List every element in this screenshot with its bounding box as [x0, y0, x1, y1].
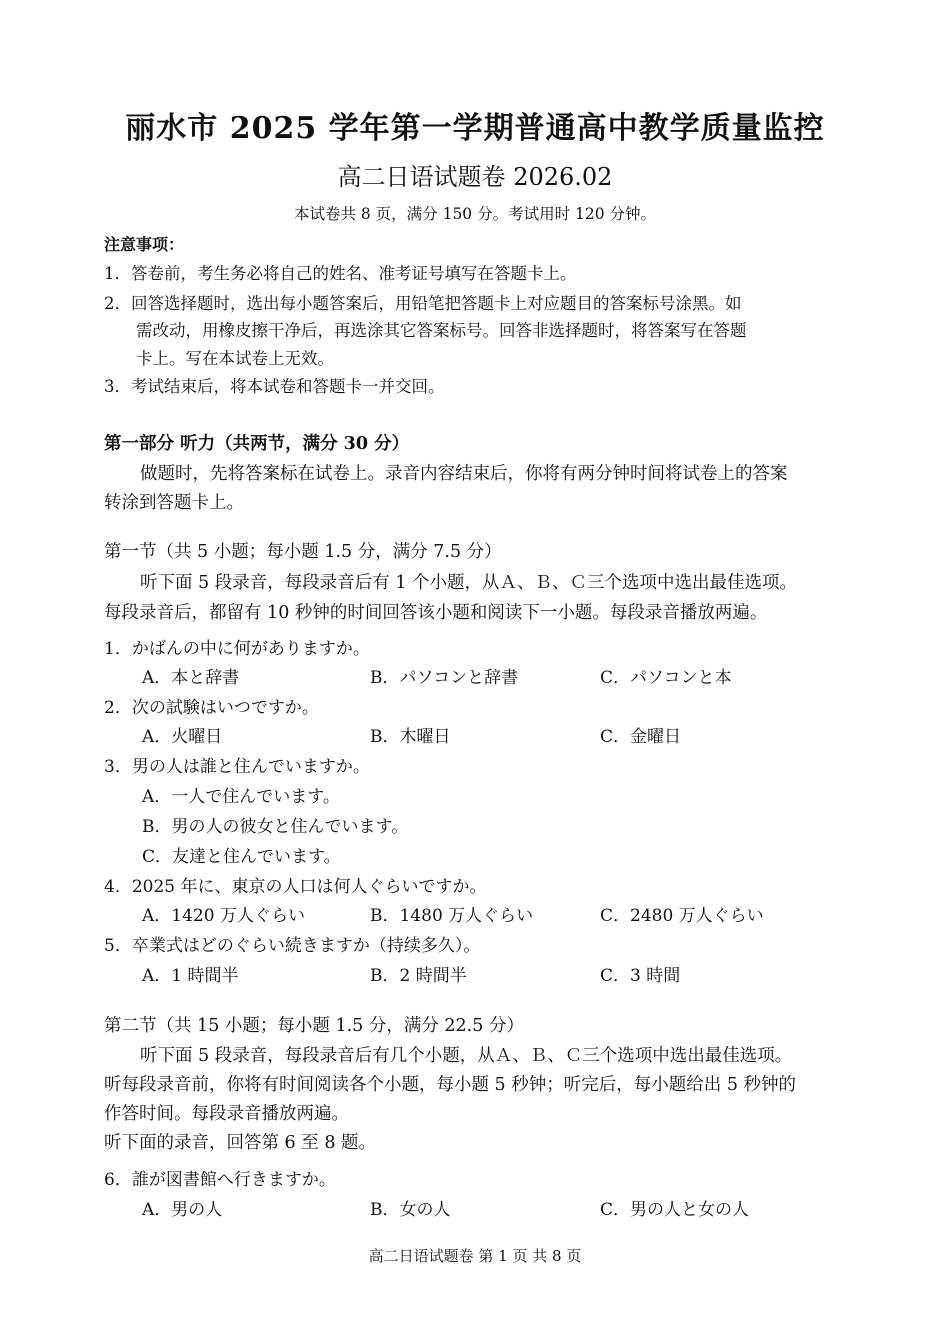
option-b: B．パソコンと辞書	[370, 668, 519, 688]
option-b: B．1480 万人ぐらい	[370, 906, 534, 926]
option-c: C．2480 万人ぐらい	[600, 906, 764, 926]
exam-subtitle: 高二日语试题卷 2026.02	[337, 163, 613, 191]
section1-intro-line: 听下面 5 段录音，每段录音后有 1 个小题，从Ａ、Ｂ、Ｃ三个选项中选出最佳选项。	[140, 573, 798, 593]
question-stem: 4．2025 年に、東京の人口は何人ぐらいですか。	[104, 877, 487, 897]
note-item: 2．回答选择题时，选出每小题答案后，用铅笔把答题卡上对应题目的答案标号涂黑。如	[104, 294, 742, 313]
option-b: B．木曜日	[370, 727, 451, 747]
option-c: C．金曜日	[600, 727, 682, 747]
question-stem: 1．かばんの中に何がありますか。	[104, 639, 370, 659]
question-stem: 5．卒業式はどのぐらい続きますか（持续多久）。	[104, 936, 481, 956]
section2-intro-line: 听下面 5 段录音，每段录音后有几个小题，从Ａ、Ｂ、Ｃ三个选项中选出最佳选项。	[140, 1046, 793, 1066]
note-item: 3．考试结束后，将本试卷和答题卡一并交回。	[104, 377, 445, 396]
option-b: B．男の人の彼女と住んでいます。	[142, 817, 409, 837]
exam-info: 本试卷共 8 页，满分 150 分。考试用时 120 分钟。	[293, 205, 657, 223]
option-b: B．2 時間半	[370, 966, 467, 986]
note-item: 卡上。写在本试卷上无效。	[136, 349, 334, 368]
option-c: C．男の人と女の人	[600, 1200, 750, 1220]
option-a: A．男の人	[142, 1200, 223, 1220]
option-a: A．本と辞書	[142, 668, 240, 688]
section2-instruction: 听下面的录音，回答第 6 至 8 题。	[104, 1133, 377, 1153]
option-a: A．一人で住んでいます。	[142, 787, 340, 807]
note-item: 1．答卷前，考生务必将自己的姓名、准考证号填写在答题卡上。	[104, 264, 577, 283]
section2-heading: 第二节（共 15 小题；每小题 1.5 分，满分 22.5 分）	[104, 1016, 524, 1036]
option-a: A．1 時間半	[142, 966, 239, 986]
part1-intro-line: 转涂到答题卡上。	[104, 493, 244, 513]
part1-intro-line: 做题时，先将答案标在试卷上。录音内容结束后，你将有两分钟时间将试卷上的答案	[140, 464, 788, 484]
page-footer: 高二日语试题卷 第 1 页 共 8 页	[368, 1247, 582, 1265]
part1-heading: 第一部分 听力（共两节，满分 30 分）	[104, 434, 410, 454]
section2-intro-line: 听每段录音前，你将有时间阅读各个小题，每小题 5 秒钟；听完后，每小题给出 5 秒钟的	[104, 1075, 797, 1095]
exam-title: 丽水市 2025 学年第一学期普通高中教学质量监控	[125, 111, 825, 146]
notes-heading: 注意事项：	[104, 235, 185, 254]
question-stem: 6．誰が図書館へ行きますか。	[104, 1170, 336, 1190]
section1-intro-line: 每段录音后，都留有 10 秒钟的时间回答该小题和阅读下一小题。每段录音播放两遍。	[104, 603, 768, 623]
option-c: C．友達と住んでいます。	[142, 847, 341, 867]
option-c: C．3 時間	[600, 966, 681, 986]
section1-heading: 第一节（共 5 小题；每小题 1.5 分，满分 7.5 分）	[104, 542, 502, 562]
note-item: 需改动，用橡皮擦干净后，再选涂其它答案标号。回答非选择题时，将答案写在答题	[136, 321, 747, 340]
section2-intro-line: 作答时间。每段录音播放两遍。	[104, 1104, 349, 1124]
option-b: B．女の人	[370, 1200, 451, 1220]
question-stem: 3．男の人は誰と住んでいますか。	[104, 757, 370, 777]
option-a: A．1420 万人ぐらい	[142, 906, 305, 926]
question-stem: 2．次の試験はいつですか。	[104, 698, 319, 718]
option-c: C．パソコンと本	[600, 668, 732, 688]
option-a: A．火曜日	[142, 727, 223, 747]
